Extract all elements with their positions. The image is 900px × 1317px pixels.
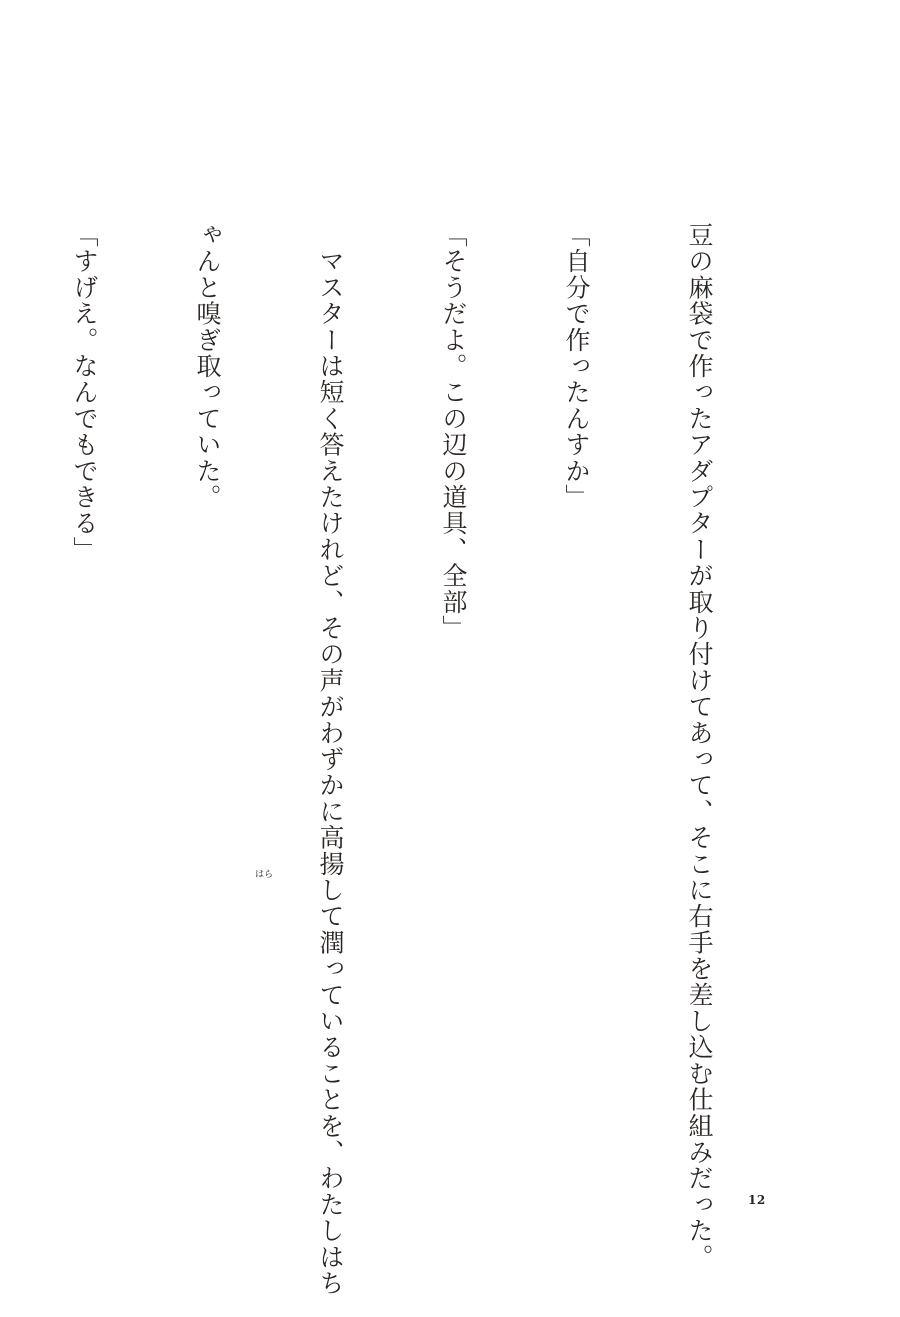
page-number: 12 — [748, 1193, 766, 1207]
text-line: 「すげえ。なんでもできる」 — [70, 222, 99, 563]
text-line: 豆の麻袋で作ったアダプターが取り付けてあって、そこに右手を差し込む仕組みだった。 — [685, 222, 714, 1270]
text-line: 「そうだよ。この辺の道具、全部」 — [439, 222, 468, 642]
text-line: マスターは短く答えたけれど、その声がわずかに高揚して潤っていることを、わたしはち — [316, 222, 345, 1297]
text-line: 「自分で作ったんすか」 — [562, 222, 591, 511]
text-line: ゃんと嗅ぎ取っていた。 — [193, 222, 222, 511]
ruby-annotation: はら — [255, 870, 274, 880]
